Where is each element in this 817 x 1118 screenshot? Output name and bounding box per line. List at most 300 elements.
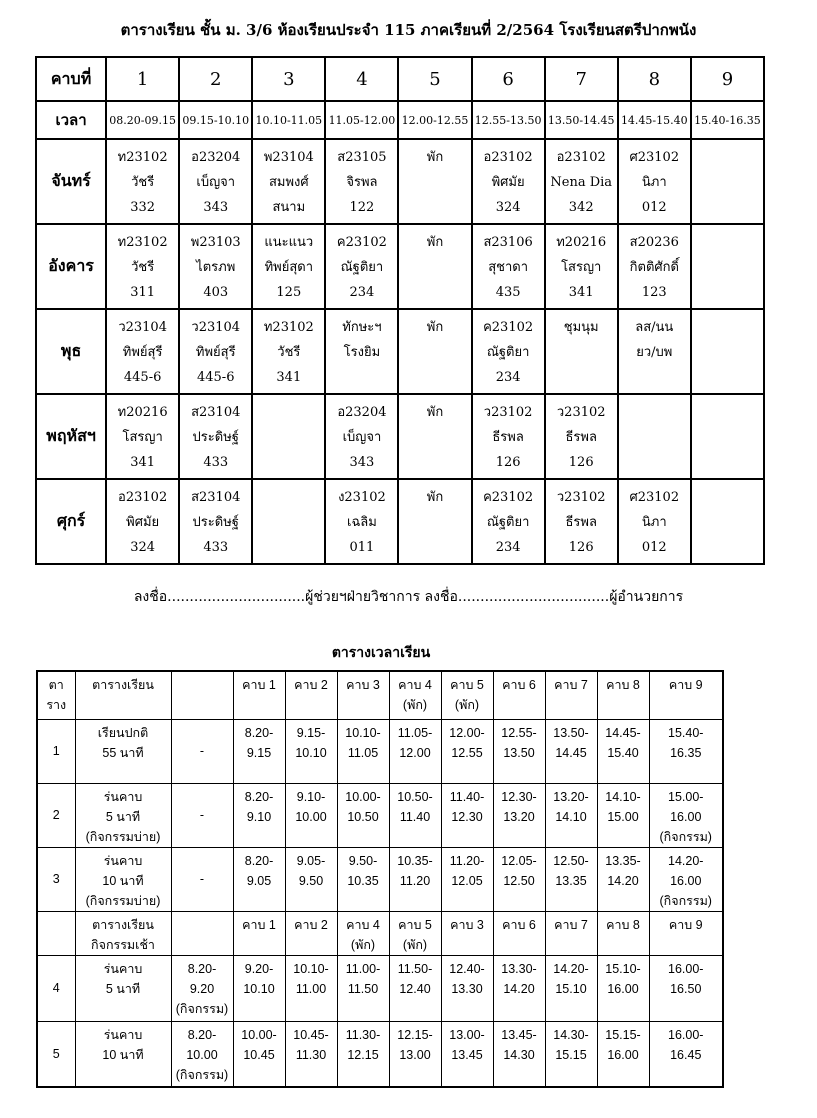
schedule-cell-line: 11.40 bbox=[399, 809, 431, 824]
schedule-cell-line: 16.45 bbox=[670, 1047, 702, 1062]
timetable-cell-line: พ23103 bbox=[190, 235, 241, 250]
schedule-cell bbox=[649, 847, 723, 911]
schedule-cell-line: 16.00 bbox=[670, 809, 702, 824]
timetable-cell-line: ชุมนุม bbox=[563, 320, 599, 335]
schedule-cell-line: 10.00- bbox=[241, 1027, 277, 1042]
timetable-cell-line: ศ23102 bbox=[629, 490, 680, 505]
schedule-header-line: (พัก) bbox=[402, 698, 428, 712]
timetable-cell-line: 012 bbox=[641, 200, 667, 215]
period-number: 2 bbox=[179, 57, 252, 101]
timetable-cell bbox=[472, 394, 545, 479]
timetable-cell-line: เบ็ญจา bbox=[196, 175, 236, 190]
schedule-header-cell bbox=[597, 671, 649, 719]
timetable-cell-line: พิศมัย bbox=[491, 175, 525, 190]
schedule-cell-line: 12.30 bbox=[451, 809, 483, 824]
schedule-cell-line: 11.40- bbox=[449, 789, 485, 804]
period-time-table bbox=[36, 670, 724, 1088]
timetable-cell-line: ค23102 bbox=[483, 490, 534, 505]
schedule-cell bbox=[171, 719, 233, 783]
schedule-cell bbox=[545, 911, 597, 955]
timetable-cell-line: 341 bbox=[568, 285, 594, 300]
schedule-cell bbox=[545, 847, 597, 911]
timetable-cell-line: ง23102 bbox=[338, 490, 386, 505]
schedule-header-cell bbox=[233, 671, 285, 719]
period-time: 10.10-11.05 bbox=[252, 101, 325, 139]
timetable-cell-line: 234 bbox=[495, 370, 521, 385]
schedule-row bbox=[37, 719, 723, 783]
timetable-cell-line: ส20236 bbox=[629, 235, 679, 250]
schedule-cell-line: ร่นคาบ bbox=[103, 853, 143, 868]
timetable-cell-line: ว23102 bbox=[483, 405, 533, 420]
timetable-cell-line: 433 bbox=[203, 540, 229, 555]
timetable-cell bbox=[691, 309, 764, 394]
schedule-cell-line: คาบ 5 bbox=[398, 917, 432, 932]
schedule-cell-line: 12.05- bbox=[501, 853, 537, 868]
schedule-cell-line: คาบ 3 bbox=[450, 917, 484, 932]
timetable-cell-line: 012 bbox=[641, 540, 667, 555]
schedule-cell-line: - bbox=[199, 744, 205, 758]
schedule-cell-line: 11.30- bbox=[345, 1027, 381, 1042]
schedule-cell bbox=[597, 911, 649, 955]
period-number: 9 bbox=[691, 57, 764, 101]
schedule-row bbox=[37, 1021, 723, 1087]
schedule-cell-line: 10.50- bbox=[397, 789, 433, 804]
timetable-cell-line: อ23102 bbox=[118, 490, 168, 505]
schedule-cell bbox=[37, 1021, 75, 1087]
timetable-cell-line: 435 bbox=[495, 285, 521, 300]
timetable-cell-line: ณัฐติยา bbox=[486, 515, 530, 530]
schedule-cell-line: 13.45- bbox=[501, 1027, 537, 1042]
timetable-cell bbox=[472, 479, 545, 564]
timetable-cell-line: อ23102 bbox=[483, 150, 533, 165]
timetable-cell-line: ค23102 bbox=[483, 320, 534, 335]
schedule-cell-line: 8.20- bbox=[244, 725, 274, 740]
schedule-cell-line: 11.20- bbox=[449, 853, 485, 868]
signature-line: ลงชื่อ...............................ผู้ช่วยฯฝ่ายวิชาการ ลงชื่อ..................................ผู้อำนวยการ bbox=[133, 589, 684, 605]
timetable-cell bbox=[106, 224, 179, 309]
timetable-cell-line: อ23204 bbox=[191, 150, 241, 165]
timetable-cell-line: 341 bbox=[130, 455, 156, 470]
schedule-cell-line: 12.15- bbox=[397, 1027, 433, 1042]
schedule-cell-line: (กิจกรรม) bbox=[659, 829, 712, 844]
schedule-cell bbox=[171, 955, 233, 1021]
period-time: 15.40-16.35 bbox=[691, 101, 764, 139]
schedule-cell-line: 11.20 bbox=[399, 873, 431, 888]
schedule-header-cell bbox=[441, 671, 493, 719]
timetable-cell bbox=[618, 394, 691, 479]
schedule-cell bbox=[37, 719, 75, 783]
schedule-cell-line: 12.55- bbox=[501, 725, 537, 740]
schedule-cell-line: 9.15 bbox=[246, 745, 272, 760]
timetable-cell-line: กิตติศักดิ์ bbox=[629, 260, 679, 275]
schedule-cell bbox=[233, 955, 285, 1021]
schedule-header-cell bbox=[389, 671, 441, 719]
schedule-header-line: ตารางเรียน bbox=[92, 678, 154, 692]
period-number: 8 bbox=[618, 57, 691, 101]
schedule-cell-line: ร่นคาบ bbox=[103, 1027, 143, 1042]
schedule-cell-line: 15.00- bbox=[668, 789, 704, 804]
schedule-cell-line: 11.50- bbox=[397, 961, 433, 976]
timetable-cell-line: วัชรี bbox=[131, 175, 155, 190]
timetable-cell-line: 123 bbox=[641, 285, 667, 300]
schedule-table-title: ตารางเวลาเรียน bbox=[331, 644, 431, 660]
schedule-cell bbox=[285, 847, 337, 911]
timetable-cell bbox=[106, 309, 179, 394]
schedule-header-line: คาบ 4 bbox=[398, 678, 432, 692]
schedule-header-line: คาบ 9 bbox=[668, 678, 703, 692]
schedule-header-line: ราง bbox=[46, 698, 67, 712]
schedule-cell bbox=[597, 1021, 649, 1087]
period-number: 7 bbox=[545, 57, 618, 101]
schedule-cell bbox=[649, 1021, 723, 1087]
timetable-cell bbox=[545, 224, 618, 309]
schedule-cell-line: 5 นาที bbox=[105, 809, 141, 824]
timetable-cell bbox=[325, 139, 398, 224]
schedule-cell bbox=[389, 955, 441, 1021]
schedule-cell bbox=[75, 783, 171, 847]
schedule-cell bbox=[75, 1021, 171, 1087]
schedule-cell-line: 13.30- bbox=[501, 961, 537, 976]
period-time: 13.50-14.45 bbox=[545, 101, 618, 139]
timetable-cell-line: ธีรพล bbox=[565, 515, 597, 530]
day-row bbox=[36, 224, 764, 309]
schedule-cell bbox=[285, 719, 337, 783]
timetable-cell-line: อ23102 bbox=[556, 150, 606, 165]
schedule-cell-line: 11.00 bbox=[295, 981, 327, 996]
timetable-cell bbox=[325, 309, 398, 394]
schedule-cell-line: 13.35 bbox=[555, 873, 587, 888]
timetable-cell-line: ว23104 bbox=[191, 320, 241, 335]
schedule-cell-line: คาบ 7 bbox=[554, 917, 588, 932]
timetable-cell-line: ท23102 bbox=[117, 150, 168, 165]
timetable-cell bbox=[106, 139, 179, 224]
schedule-cell-line: ตารางเรียน bbox=[92, 917, 154, 932]
schedule-cell-line: 9.10- bbox=[296, 789, 326, 804]
timetable-cell bbox=[325, 224, 398, 309]
period-number: 6 bbox=[472, 57, 545, 101]
schedule-header-cell bbox=[285, 671, 337, 719]
timetable-cell bbox=[252, 224, 325, 309]
schedule-cell-line: 12.50- bbox=[553, 853, 589, 868]
timetable-cell bbox=[691, 394, 764, 479]
timetable-cell bbox=[398, 309, 471, 394]
schedule-cell-line: 12.40- bbox=[449, 961, 485, 976]
period-time: 08.20-09.15 bbox=[106, 101, 179, 139]
timetable-cell bbox=[179, 139, 252, 224]
schedule-header-cell bbox=[545, 671, 597, 719]
schedule-cell-line: 1 bbox=[52, 744, 60, 758]
schedule-cell-line: 15.40- bbox=[668, 725, 704, 740]
schedule-header-cell bbox=[37, 671, 75, 719]
schedule-cell-line: 14.45- bbox=[605, 725, 641, 740]
timetable-cell-line: 324 bbox=[130, 540, 156, 555]
timetable-cell bbox=[179, 224, 252, 309]
timetable-cell-line: 125 bbox=[276, 285, 302, 300]
schedule-cell bbox=[389, 911, 441, 955]
class-timetable-body bbox=[36, 57, 764, 564]
timetable-cell bbox=[618, 224, 691, 309]
timetable-cell-line: ธีรพล bbox=[492, 430, 524, 445]
schedule-cell bbox=[597, 847, 649, 911]
timetable-cell-line: ณัฐติยา bbox=[340, 260, 384, 275]
schedule-cell-line: 10.10- bbox=[293, 961, 329, 976]
timetable-cell bbox=[398, 224, 471, 309]
schedule-cell bbox=[389, 719, 441, 783]
day-label: จันทร์ bbox=[36, 139, 106, 224]
schedule-cell-line: 8.20- bbox=[244, 789, 274, 804]
timetable-cell bbox=[398, 139, 471, 224]
schedule-cell-line: 14.20 bbox=[503, 981, 535, 996]
schedule-cell-line: 11.00- bbox=[345, 961, 381, 976]
period-time: 12.00-12.55 bbox=[398, 101, 471, 139]
schedule-cell-line: 13.30 bbox=[451, 981, 483, 996]
timetable-cell bbox=[472, 309, 545, 394]
timetable-cell-line: ณัฐติยา bbox=[486, 345, 530, 360]
timetable-cell bbox=[472, 139, 545, 224]
schedule-cell-line: 12.00- bbox=[449, 725, 485, 740]
period-time: 12.55-13.50 bbox=[472, 101, 545, 139]
schedule-cell bbox=[337, 783, 389, 847]
schedule-header-cell bbox=[493, 671, 545, 719]
timetable-cell-line: ส23106 bbox=[483, 235, 533, 250]
timetable-cell-line: 445-6 bbox=[196, 370, 235, 385]
schedule-cell-line: 15.40 bbox=[607, 745, 639, 760]
schedule-cell-line: 9.20- bbox=[244, 961, 274, 976]
timetable-cell-line: ทักษะฯ bbox=[342, 320, 382, 335]
schedule-cell-line: (พัก) bbox=[402, 937, 428, 952]
timetable-cell-line: 403 bbox=[203, 285, 229, 300]
schedule-cell-line: 16.50 bbox=[670, 981, 702, 996]
timetable-cell-line: วัชรี bbox=[131, 260, 155, 275]
schedule-cell-line: 10.50 bbox=[347, 809, 379, 824]
schedule-cell-line: 15.00 bbox=[607, 809, 639, 824]
day-row bbox=[36, 394, 764, 479]
timetable-cell-line: ท23102 bbox=[263, 320, 314, 335]
timetable-cell-line: ค23102 bbox=[336, 235, 387, 250]
schedule-cell-line: 10.10- bbox=[345, 725, 381, 740]
timetable-cell-line: 126 bbox=[568, 540, 594, 555]
schedule-cell-line: 13.20 bbox=[503, 809, 535, 824]
schedule-cell bbox=[37, 783, 75, 847]
schedule-cell-line: 14.10 bbox=[555, 809, 587, 824]
timetable-cell-line: 324 bbox=[495, 200, 521, 215]
schedule-cell-line: 14.30- bbox=[553, 1027, 589, 1042]
schedule-cell bbox=[597, 719, 649, 783]
schedule-cell bbox=[37, 911, 75, 955]
timetable-cell-line: โรงยิม bbox=[343, 345, 381, 360]
schedule-header-cell bbox=[337, 671, 389, 719]
schedule-header-cell bbox=[75, 671, 171, 719]
schedule-cell-line: 10.35- bbox=[397, 853, 433, 868]
period-number: 4 bbox=[325, 57, 398, 101]
timetable-cell-line: พัก bbox=[426, 405, 444, 420]
timetable-cell-line: พัก bbox=[426, 235, 444, 250]
schedule-cell bbox=[285, 911, 337, 955]
schedule-cell-line: 5 bbox=[52, 1046, 60, 1061]
timetable-cell-line: ว23104 bbox=[118, 320, 167, 335]
schedule-cell-line: (กิจกรรม) bbox=[175, 1067, 229, 1082]
schedule-header-line: คาบ 7 bbox=[554, 678, 588, 692]
timetable-cell-line: ว23102 bbox=[556, 490, 606, 505]
timetable-cell-line: 126 bbox=[495, 455, 521, 470]
schedule-cell bbox=[597, 783, 649, 847]
schedule-cell-line: 11.05 bbox=[347, 745, 379, 760]
schedule-cell bbox=[649, 719, 723, 783]
timetable-cell-line: 342 bbox=[568, 200, 594, 215]
day-label: ศุกร์ bbox=[36, 479, 106, 564]
schedule-cell bbox=[441, 783, 493, 847]
schedule-cell-line: 13.50- bbox=[553, 725, 589, 740]
schedule-cell bbox=[233, 1021, 285, 1087]
day-label: พฤหัสฯ bbox=[36, 394, 106, 479]
schedule-cell-line: 14.45 bbox=[555, 745, 587, 760]
timetable-cell bbox=[179, 479, 252, 564]
timetable-cell bbox=[691, 479, 764, 564]
period-number: 3 bbox=[252, 57, 325, 101]
schedule-header-line: คาบ 3 bbox=[346, 678, 380, 692]
schedule-cell-line: 8.20- bbox=[187, 961, 217, 976]
schedule-cell-line: 5 นาที bbox=[105, 981, 141, 996]
schedule-cell bbox=[171, 1021, 233, 1087]
timetable-cell-line: 343 bbox=[203, 200, 229, 215]
schedule-cell-line: 55 นาที bbox=[102, 745, 144, 760]
timetable-cell bbox=[252, 479, 325, 564]
schedule-row bbox=[37, 783, 723, 847]
timetable-cell-line: ศ23102 bbox=[629, 150, 680, 165]
timetable-cell bbox=[398, 394, 471, 479]
timetable-cell bbox=[398, 479, 471, 564]
timetable-cell-line: ส23104 bbox=[191, 405, 241, 420]
timetable-cell bbox=[691, 139, 764, 224]
schedule-cell-line: 13.50 bbox=[503, 745, 535, 760]
timetable-cell bbox=[472, 224, 545, 309]
schedule-cell bbox=[389, 1021, 441, 1087]
schedule-cell-line: 15.15- bbox=[605, 1027, 641, 1042]
day-label: พุธ bbox=[36, 309, 106, 394]
timetable-cell-line: ไตรภพ bbox=[196, 260, 236, 275]
schedule-cell bbox=[233, 719, 285, 783]
period-time-table-body bbox=[37, 671, 723, 1087]
schedule-cell-line: 10.45- bbox=[293, 1027, 329, 1042]
schedule-cell-line: คาบ 6 bbox=[502, 917, 536, 932]
timetable-cell-line: พ23104 bbox=[263, 150, 314, 165]
timetable-cell-line: ยว/บพ bbox=[636, 345, 673, 360]
schedule-cell-line: 13.00- bbox=[449, 1027, 485, 1042]
schedule-cell-line: เรียนปกติ bbox=[97, 725, 149, 740]
schedule-cell-line: 9.10 bbox=[246, 809, 272, 824]
schedule-cell-line: 9.50 bbox=[298, 873, 324, 888]
timetable-cell bbox=[691, 224, 764, 309]
schedule-cell-line: คาบ 4 bbox=[346, 917, 380, 932]
schedule-cell bbox=[493, 719, 545, 783]
schedule-cell-line: 12.55 bbox=[451, 745, 483, 760]
timetable-cell bbox=[252, 309, 325, 394]
schedule-header-line: คาบ 5 bbox=[450, 678, 484, 692]
schedule-cell bbox=[233, 783, 285, 847]
timetable-cell bbox=[179, 309, 252, 394]
schedule-cell-line: 12.40 bbox=[399, 981, 431, 996]
schedule-cell bbox=[75, 911, 171, 955]
schedule-cell-line: 14.20 bbox=[607, 873, 639, 888]
schedule-cell-line: คาบ 9 bbox=[668, 917, 703, 932]
schedule-cell-line: 10.35 bbox=[347, 873, 379, 888]
timetable-cell-line: สุชาดา bbox=[488, 260, 529, 275]
schedule-cell bbox=[545, 783, 597, 847]
schedule-cell-line: (กิจกรรมบ่าย) bbox=[85, 893, 161, 908]
schedule-header-line: คาบ 8 bbox=[606, 678, 640, 692]
schedule-cell bbox=[337, 847, 389, 911]
schedule-cell bbox=[37, 847, 75, 911]
schedule-cell-line: 16.35 bbox=[670, 745, 702, 760]
schedule-cell bbox=[337, 719, 389, 783]
schedule-cell bbox=[389, 783, 441, 847]
schedule-cell-line: 12.50 bbox=[503, 873, 535, 888]
schedule-cell-line: 13.35- bbox=[605, 853, 641, 868]
schedule-cell-line: - bbox=[199, 808, 205, 822]
schedule-cell-line: 10.00 bbox=[295, 809, 327, 824]
schedule-cell-line: ร่นคาบ bbox=[103, 789, 143, 804]
timetable-cell-line: 343 bbox=[349, 455, 375, 470]
schedule-cell bbox=[337, 955, 389, 1021]
schedule-cell-line: 9.05- bbox=[296, 853, 326, 868]
timetable-cell-line: ทิพย์สุรี bbox=[122, 345, 163, 360]
timetable-cell-line: ทิพย์สุดา bbox=[264, 260, 314, 275]
timetable-cell-line: ทิพย์สุรี bbox=[195, 345, 236, 360]
schedule-cell-line: 13.20- bbox=[553, 789, 589, 804]
timetable-cell bbox=[106, 394, 179, 479]
schedule-cell-line: 11.50 bbox=[347, 981, 379, 996]
timetable-cell-line: วัชรี bbox=[277, 345, 301, 360]
schedule-cell-line: ร่นคาบ bbox=[103, 961, 143, 976]
schedule-subheader-row bbox=[37, 911, 723, 955]
timetable-cell-line: Nena Dia bbox=[550, 175, 613, 190]
schedule-cell bbox=[493, 911, 545, 955]
timetable-cell-line: 126 bbox=[568, 455, 594, 470]
schedule-cell-line: 16.00- bbox=[668, 1027, 704, 1042]
schedule-cell-line: คาบ 1 bbox=[242, 917, 276, 932]
schedule-cell-line: คาบ 8 bbox=[606, 917, 640, 932]
timetable-cell-line: ท23102 bbox=[117, 235, 168, 250]
schedule-cell bbox=[441, 719, 493, 783]
day-row bbox=[36, 479, 764, 564]
schedule-cell bbox=[493, 847, 545, 911]
schedule-cell-line: 15.10- bbox=[605, 961, 641, 976]
schedule-cell-line: (กิจกรรม) bbox=[175, 1001, 229, 1016]
timetable-cell-line: เบ็ญจา bbox=[342, 430, 382, 445]
timetable-cell-line: พัก bbox=[426, 320, 444, 335]
timetable-cell-line: ส23104 bbox=[191, 490, 241, 505]
schedule-header-line: คาบ 1 bbox=[242, 678, 276, 692]
schedule-header-cell bbox=[649, 671, 723, 719]
timetable-cell-line: ประดิษฐ์ bbox=[192, 430, 239, 445]
schedule-header-line: ตา bbox=[48, 678, 64, 692]
schedule-cell-line: 15.15 bbox=[555, 1047, 587, 1062]
schedule-cell-line: - bbox=[199, 872, 205, 886]
timetable-cell bbox=[325, 479, 398, 564]
timetable-cell-line: 234 bbox=[349, 285, 375, 300]
period-time: 11.05-12.00 bbox=[325, 101, 398, 139]
day-label: อังคาร bbox=[36, 224, 106, 309]
schedule-cell-line: 16.00 bbox=[670, 873, 702, 888]
timetable-cell-line: 311 bbox=[130, 285, 156, 300]
schedule-cell-line: 9.05 bbox=[246, 873, 272, 888]
schedule-cell-line: 9.15- bbox=[296, 725, 326, 740]
timetable-cell-line: 341 bbox=[276, 370, 302, 385]
corner-label: คาบที่ bbox=[36, 57, 106, 101]
timetable-cell-line: อ23204 bbox=[337, 405, 387, 420]
schedule-cell bbox=[233, 847, 285, 911]
timetable-cell-line: นิภา bbox=[641, 515, 667, 530]
